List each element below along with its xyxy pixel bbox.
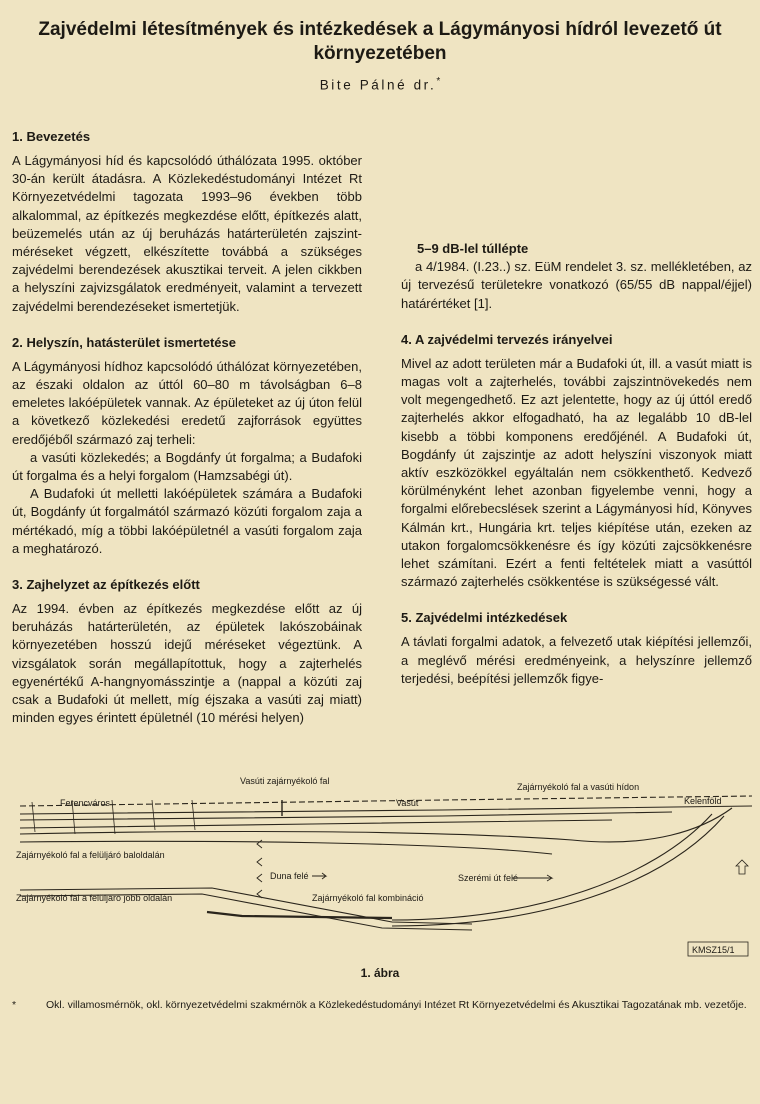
label-kombinacio: Zajárnyékoló fal kombináció	[312, 893, 424, 903]
section-2-paragraph-3: A Budafoki út melletti lakóépületek számára a Budafoki út, Bogdánfy út forgalmától származó közúti forgalom zaja a mértékadó, míg a többi lakóépületnél a vasúti forgalom zaja a meghatározó.	[12, 486, 362, 556]
figure-site-plan	[12, 770, 752, 960]
arrow-down	[736, 860, 748, 874]
author-name: Bite Pálné dr.	[319, 77, 437, 93]
label-ferencvaros: Ferencváros	[60, 798, 111, 808]
author-line	[20, 76, 740, 93]
label-duna-fele: Duna felé	[270, 871, 309, 881]
road-curve-large-2	[392, 816, 724, 926]
label-jobb-oldal: Zajárnyékoló fal a felüljáró jobb oldalán	[16, 893, 173, 903]
footnote	[12, 998, 752, 1012]
section-1-paragraph: A Lágymányosi híd és kapcsolódó úthálózata 1995. október 30-án került átadásra. A Közlekedéstudományi Intézet Rt Környezetvédelmi tagozata 1993–96 években több alkalommal, az építkezés megkezdése előtt, építkezés alatt, beüzemelés után az új beruházás határterületén zajszint-méréseket végzett, elkészítette továbbá a szükséges zajvédelmi berendezések akusztikai terveit. A jelen cikkben a helyszíni zajvizsgálatok eredményeit, valamint a tervezett zajvédelmi berendezéseket ismertetjük.	[12, 153, 362, 314]
section-5-heading: 5. Zajvédelmi intézkedések	[401, 610, 568, 626]
label-szeremi: Szerémi út felé	[458, 873, 519, 883]
arrow-chevrons	[257, 840, 262, 898]
article-title: Zajvédelmi létesítmények és intézkedések a Lágymányosi hídról levezető út környezetében	[38, 19, 722, 64]
section-2-paragraph-1: A Lágymányosi hídhoz kapcsolódó úthálózat környezetében, az északi oldalon az úttól 60–80 m távolságban 6–8 emeletes lakóépületek vannak. Az épületeket az új úton felül a következő közlekedési eredetű zajforrások együttes eredőjéből származó zaj terheli:	[12, 358, 362, 447]
label-figure-code: KMSZ15/1	[692, 945, 735, 955]
section-4-paragraph: Mivel az adott területen már a Budafoki út, ill. a vasút miatt is magas volt a zajterhelés, további zajszintnövekedés nem volt megengedhető. Ez azt jelentette, hogy az új úttól eredő zajterhelés akkor elfogadható, ha az legalább 10 dB-lel kisebb a többi komponens eredőjénél. A Budafoki út, Bogdánfy út zajszintje az adott helyszíni viszonyok miatt aktív eszközökkel egyáltalán nem csökkenthető. Kedvező körülményként lehet azonban figyelembe venni, hogy a forgalmi előrebecslések szerint a Lágymányosi híd, Könyves Kálmán krt., Hungária krt. teljes kiépítése után, ezeken az utakon forgalomcsökkenésre és így közúti zajcsökkenésre lehet számítani. Ezért a fenti feltételek miatt a vasúttól származó zajterhelés csökkentése is szükségessé vált.	[401, 355, 752, 590]
section-3-paragraph-2: a 4/1984. (I.23..) sz. EüM rendelet 3. sz. mellékletében, az új tervezésű területekre vonatkozó (65/55 dB nappal/éjjel) határértéket [1].	[401, 259, 752, 311]
figure-caption: 1. ábra	[360, 966, 400, 980]
label-baloldal: Zajárnyékoló fal a felüljáró baloldalán	[16, 850, 165, 860]
section-3-paragraph-1: Az 1994. évben az építkezés megkezdése előtt az új beruházás határterületén, az épületek lakószobáinak környezetében hosszú idejű méréseket végeztünk. A vizsgálatok során megállapítottuk, hogy a zajterhelés egyenértékű A-hangnyomásszintje a (nappal a közúti zaj csak a Budafoki út mellett, míg éjszaka a vasúti zaj miatt) minden egyes érintett épületnél (10 mérési helyen)	[12, 601, 362, 726]
road-curve-large	[392, 814, 712, 920]
section-5-paragraph: A távlati forgalmi adatok, a felvezető utak kiépítési jellemzői, a meglévő mérési eredményeink, a helyszínre jellemző terjedési, beépítési jellemzők figye-	[401, 634, 752, 686]
section-3-heading: 3. Zajhelyzet az építkezés előtt	[12, 577, 200, 593]
footnote-text: Okl. villamosmérnök, okl. környezetvédelmi szakmérnök a Közlekedéstudományi Intézet Rt Környezetvédelmi és Akusztikai Tagozatának mb. vezetője.	[46, 999, 747, 1011]
section-1-heading: 1. Bevezetés	[12, 129, 91, 144]
arrow-duna	[312, 873, 326, 879]
left-column	[12, 128, 362, 727]
section-4-heading: 4. A zajvédelmi tervezés irányelvei	[401, 331, 613, 347]
label-vasuti-fal: Vasúti zajárnyékoló fal	[240, 776, 330, 786]
label-vasut: Vasút	[396, 798, 419, 808]
footnote-mark: *	[12, 999, 17, 1011]
author-footnote-mark: *	[436, 76, 441, 87]
railway-line-4	[20, 820, 612, 828]
site-plan-drawing	[12, 770, 752, 960]
section-2-heading: 2. Helyszín, hatásterület ismertetése	[12, 334, 236, 350]
label-kelenfold: Kelenföld	[684, 796, 722, 806]
railway-line-top	[20, 796, 752, 806]
right-column	[401, 122, 752, 688]
section-2-paragraph-2: a vasúti közlekedés; a Bogdánfy út forgalma; a Budafoki út forgalma és a helyi forgalom (Hamzsabégi út).	[12, 449, 362, 484]
section-3-highlight: 5–9 dB-lel túllépte	[417, 241, 529, 256]
label-vasuti-hidon: Zajárnyékoló fal a vasúti hídon	[517, 782, 640, 792]
